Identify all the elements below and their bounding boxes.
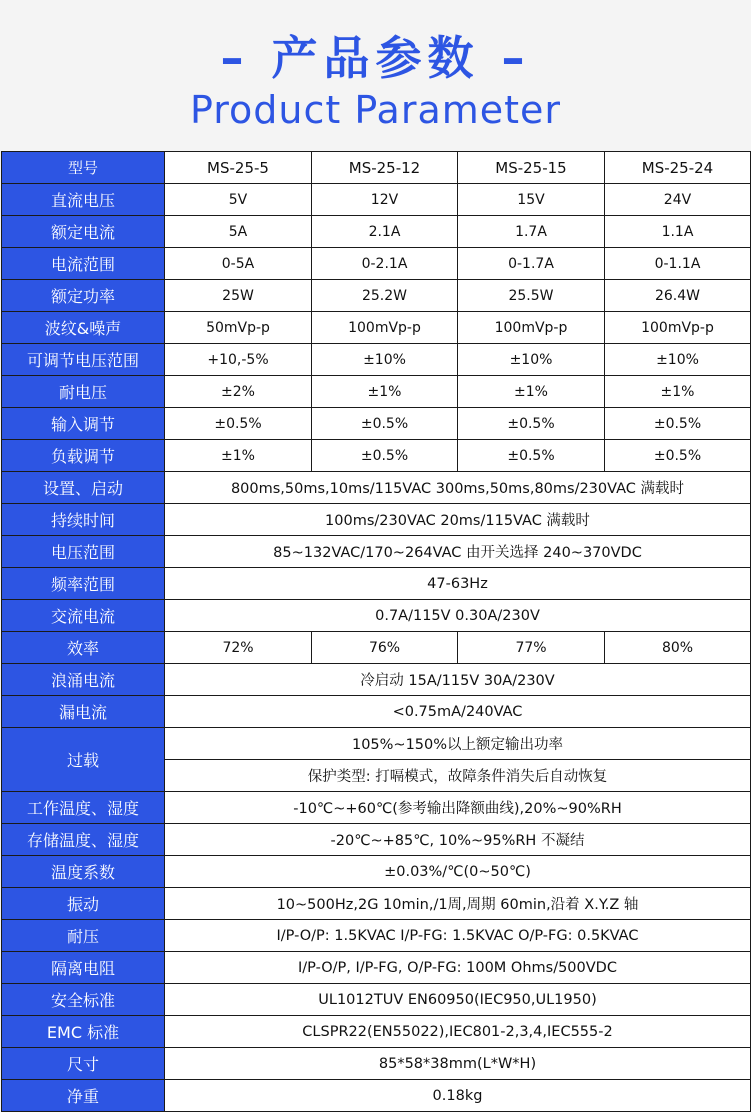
table-cell: 77% (458, 632, 605, 664)
page-title-chinese: – 产品参数 – (220, 31, 531, 85)
table-row (2, 824, 751, 856)
row-label: 过载 (2, 728, 165, 792)
page-header (0, 0, 751, 150)
row-label: 电流范围 (2, 248, 165, 280)
row-label: 交流电流 (2, 600, 165, 632)
table-row (2, 696, 751, 728)
table-cell-merged: 10~500Hz,2G 10min,/1周,周期 60min,沿着 X.Y.Z 轴 (165, 888, 751, 920)
table-cell: ±2% (165, 376, 312, 408)
table-cell: ±10% (605, 344, 751, 376)
row-label: 存储温度、湿度 (2, 824, 165, 856)
table-row (2, 472, 751, 504)
table-cell: ±0.5% (312, 440, 458, 472)
table-cell-merged: 100ms/230VAC 20ms/115VAC 满载时 (165, 504, 751, 536)
table-row (2, 312, 751, 344)
table-row (2, 504, 751, 536)
table-cell: 24V (605, 184, 751, 216)
table-cell: 12V (312, 184, 458, 216)
table-cell: 2.1A (312, 216, 458, 248)
table-row (2, 888, 751, 920)
table-cell: 100mVp-p (312, 312, 458, 344)
table-row (2, 536, 751, 568)
table-cell: ±1% (312, 376, 458, 408)
table-row (2, 728, 751, 760)
row-label: 温度系数 (2, 856, 165, 888)
table-row (2, 664, 751, 696)
table-row-model (2, 152, 751, 184)
row-label: 尺寸 (2, 1048, 165, 1080)
table-cell: 0-1.1A (605, 248, 751, 280)
table-cell-merged: 85~132VAC/170~264VAC 由开关选择 240~370VDC (165, 536, 751, 568)
table-cell: 100mVp-p (458, 312, 605, 344)
table-cell-merged: 0.7A/115V 0.30A/230V (165, 600, 751, 632)
row-label-model: 型号 (2, 152, 165, 184)
table-cell: 0-2.1A (312, 248, 458, 280)
table-cell-merged: 保护类型: 打嗝模式，故障条件消失后自动恢复 (165, 760, 751, 792)
table-cell: ±0.5% (605, 440, 751, 472)
row-label: 持续时间 (2, 504, 165, 536)
model-cell: MS-25-12 (312, 152, 458, 184)
row-label: 可调节电压范围 (2, 344, 165, 376)
table-cell: 25W (165, 280, 312, 312)
row-label: 振动 (2, 888, 165, 920)
table-row (2, 984, 751, 1016)
table-cell: +10,-5% (165, 344, 312, 376)
row-label: EMC 标准 (2, 1016, 165, 1048)
table-cell: 50mVp-p (165, 312, 312, 344)
table-cell: 0-5A (165, 248, 312, 280)
table-row (2, 600, 751, 632)
table-cell: 26.4W (605, 280, 751, 312)
row-label: 负载调节 (2, 440, 165, 472)
table-cell: 5V (165, 184, 312, 216)
table-row (2, 248, 751, 280)
table-cell-merged: <0.75mA/240VAC (165, 696, 751, 728)
table-cell: 1.7A (458, 216, 605, 248)
table-cell: ±0.5% (458, 408, 605, 440)
table-row (2, 1080, 751, 1112)
table-cell: ±1% (458, 376, 605, 408)
table-cell-merged: -20℃~+85℃, 10%~95%RH 不凝结 (165, 824, 751, 856)
row-label: 耐电压 (2, 376, 165, 408)
table-row (2, 1016, 751, 1048)
table-cell: 72% (165, 632, 312, 664)
table-cell-merged: UL1012TUV EN60950(IEC950,UL1950) (165, 984, 751, 1016)
row-label: 净重 (2, 1080, 165, 1112)
table-cell-merged: I/P-O/P, I/P-FG, O/P-FG: 100M Ohms/500VDC (165, 952, 751, 984)
table-cell: ±0.5% (458, 440, 605, 472)
table-cell: 80% (605, 632, 751, 664)
model-cell: MS-25-15 (458, 152, 605, 184)
table-row (2, 344, 751, 376)
table-cell-merged: ±0.03%/℃(0~50℃) (165, 856, 751, 888)
row-label: 隔离电阻 (2, 952, 165, 984)
table-row (2, 440, 751, 472)
table-row (2, 568, 751, 600)
table-row (2, 856, 751, 888)
row-label: 额定功率 (2, 280, 165, 312)
table-row (2, 280, 751, 312)
row-label: 工作温度、湿度 (2, 792, 165, 824)
table-cell-merged: 0.18kg (165, 1080, 751, 1112)
spec-table (1, 151, 751, 1112)
table-cell: 100mVp-p (605, 312, 751, 344)
table-cell: ±0.5% (312, 408, 458, 440)
table-cell: ±10% (312, 344, 458, 376)
table-cell: ±1% (605, 376, 751, 408)
table-cell-merged: 800ms,50ms,10ms/115VAC 300ms,50ms,80ms/230VAC 满载时 (165, 472, 751, 504)
row-label: 波纹&噪声 (2, 312, 165, 344)
table-row (2, 376, 751, 408)
table-row (2, 632, 751, 664)
row-label: 额定电流 (2, 216, 165, 248)
table-cell: 0-1.7A (458, 248, 605, 280)
table-row (2, 184, 751, 216)
table-cell: ±0.5% (605, 408, 751, 440)
table-cell: ±0.5% (165, 408, 312, 440)
row-label: 输入调节 (2, 408, 165, 440)
table-row (2, 920, 751, 952)
table-cell: 25.5W (458, 280, 605, 312)
table-cell-merged: 85*58*38mm(L*W*H) (165, 1048, 751, 1080)
table-cell: 76% (312, 632, 458, 664)
row-label: 安全标准 (2, 984, 165, 1016)
table-row (2, 1048, 751, 1080)
table-row (2, 408, 751, 440)
table-cell: ±1% (165, 440, 312, 472)
row-label: 浪涌电流 (2, 664, 165, 696)
table-cell: ±10% (458, 344, 605, 376)
table-cell: 25.2W (312, 280, 458, 312)
table-row (2, 952, 751, 984)
row-label: 电压范围 (2, 536, 165, 568)
table-cell-merged: 105%~150%以上额定输出功率 (165, 728, 751, 760)
table-cell-merged: 47-63Hz (165, 568, 751, 600)
table-row (2, 216, 751, 248)
table-cell: 5A (165, 216, 312, 248)
table-cell-merged: 冷启动 15A/115V 30A/230V (165, 664, 751, 696)
table-row (2, 792, 751, 824)
table-cell-merged: I/P-O/P: 1.5KVAC I/P-FG: 1.5KVAC O/P-FG: 0.5KVAC (165, 920, 751, 952)
row-label: 漏电流 (2, 696, 165, 728)
table-cell-merged: CLSPR22(EN55022),IEC801-2,3,4,IEC555-2 (165, 1016, 751, 1048)
row-label: 频率范围 (2, 568, 165, 600)
table-cell: 15V (458, 184, 605, 216)
table-cell-merged: -10℃~+60℃(参考输出降额曲线),20%~90%RH (165, 792, 751, 824)
model-cell: MS-25-24 (605, 152, 751, 184)
table-cell: 1.1A (605, 216, 751, 248)
row-label: 效率 (2, 632, 165, 664)
model-cell: MS-25-5 (165, 152, 312, 184)
row-label: 设置、启动 (2, 472, 165, 504)
page-title-english: Product Parameter (189, 88, 562, 132)
row-label: 直流电压 (2, 184, 165, 216)
row-label: 耐压 (2, 920, 165, 952)
